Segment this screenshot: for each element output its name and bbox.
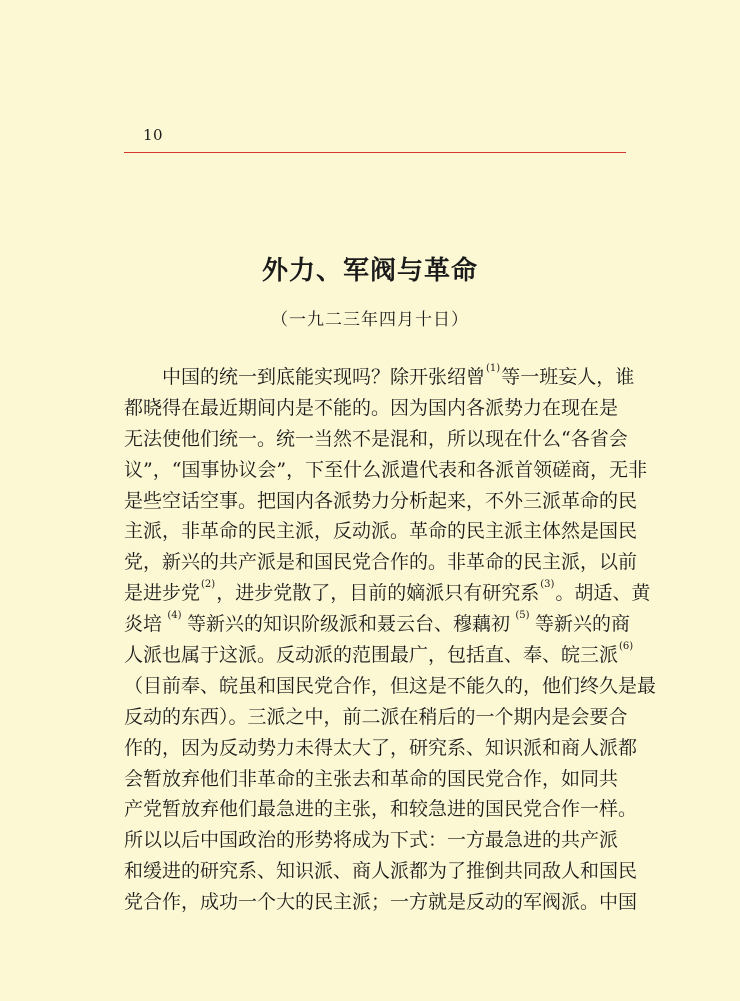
text-segment: 炎培 [124,613,163,636]
text-segment: 反动的东西）。三派之中，前二派在稍后的一个期内是会要合 [124,705,628,728]
article-date: （一九二三年四月十日） [271,310,469,330]
text-segment: 主派，非革命的民主派，反动派。革命的民主派主体然是国民 [124,520,638,543]
text-line [124,671,657,702]
text-segment: （目前奉、皖虽和国民党合作，但这是不能久的，他们终久是最 [124,674,657,697]
text-segment: 。胡适、黄 [555,582,651,605]
text-line [124,764,630,795]
text-segment: 等新兴的商 [534,613,630,636]
text-segment: 作的，因为反动势力未得太大了，研究系、知识派和商人派都 [124,736,638,759]
text-segment: 无法使他们统一。统一当然不是混和，所以现在什么“各省会 [124,427,628,450]
footnote-marker: (4) [167,610,182,622]
header-rule [124,152,626,153]
page-number: 10 [143,126,164,144]
text-line [124,887,638,918]
footnote-marker: (2) [201,579,216,591]
text-segment: 产党暂放弃他们最急进的主张，和较急进的国民党合作一样。 [124,798,638,821]
text-line [124,640,634,671]
footnote-marker: (1) [486,363,501,374]
text-segment: 所以以后中国政治的形势将成为下式：一方最急进的共产派 [124,829,619,852]
text-segment: 会暂放弃他们非革命的主张去和革命的国民党合作，如同共 [124,767,619,790]
text-line [124,578,651,609]
footnote-marker: (3) [540,579,555,591]
footnote-marker: (5) [515,610,530,622]
text-line [124,856,638,887]
text-segment: ，进步党散了，目前的嫡派只有研究系 [216,582,540,605]
text-line [124,516,638,547]
text-segment: 是进步党 [124,582,201,605]
text-line [124,486,638,517]
text-segment: 都晓得在最近期间内是不能的。因为国内各派势力在现在是 [124,396,619,419]
text-segment: 等新兴的知识阶级派和聂云台、穆藕初 [186,613,510,636]
text-segment: 党合作，成功一个大的民主派；一方就是反动的军阀派。中国 [124,891,638,914]
text-line [124,393,630,424]
text-segment: 议”，“国事协议会”，下至什么派遣代表和各派首领磋商，无非 [124,458,648,481]
footnote-marker: (6) [619,641,634,653]
article-title: 外力、军阀与革命 [261,256,478,286]
text-segment: 是些空话空事。把国内各派势力分析起来，不外三派革命的民 [124,489,638,512]
text-segment: 人派也属于这派。反动派的范围最广，包括直、奉、皖三派 [124,644,619,667]
text-line [124,424,630,455]
text-segment: 中国的统一到底能实现吗？除开张绍曾 [162,366,486,388]
text-line [124,362,635,393]
text-line [124,825,630,856]
text-segment: 和缓进的研究系、知识派、商人派都为了推倒共同敌人和国民 [124,860,638,883]
body-text [124,362,657,918]
text-line [124,733,638,764]
text-line [124,702,630,733]
text-line [124,609,630,640]
text-segment: 党，新兴的共产派是和国民党合作的。非革命的民主派，以前 [124,551,638,574]
text-segment: 等一班妄人，谁 [501,366,635,388]
text-line [124,794,638,825]
text-line [124,455,648,486]
